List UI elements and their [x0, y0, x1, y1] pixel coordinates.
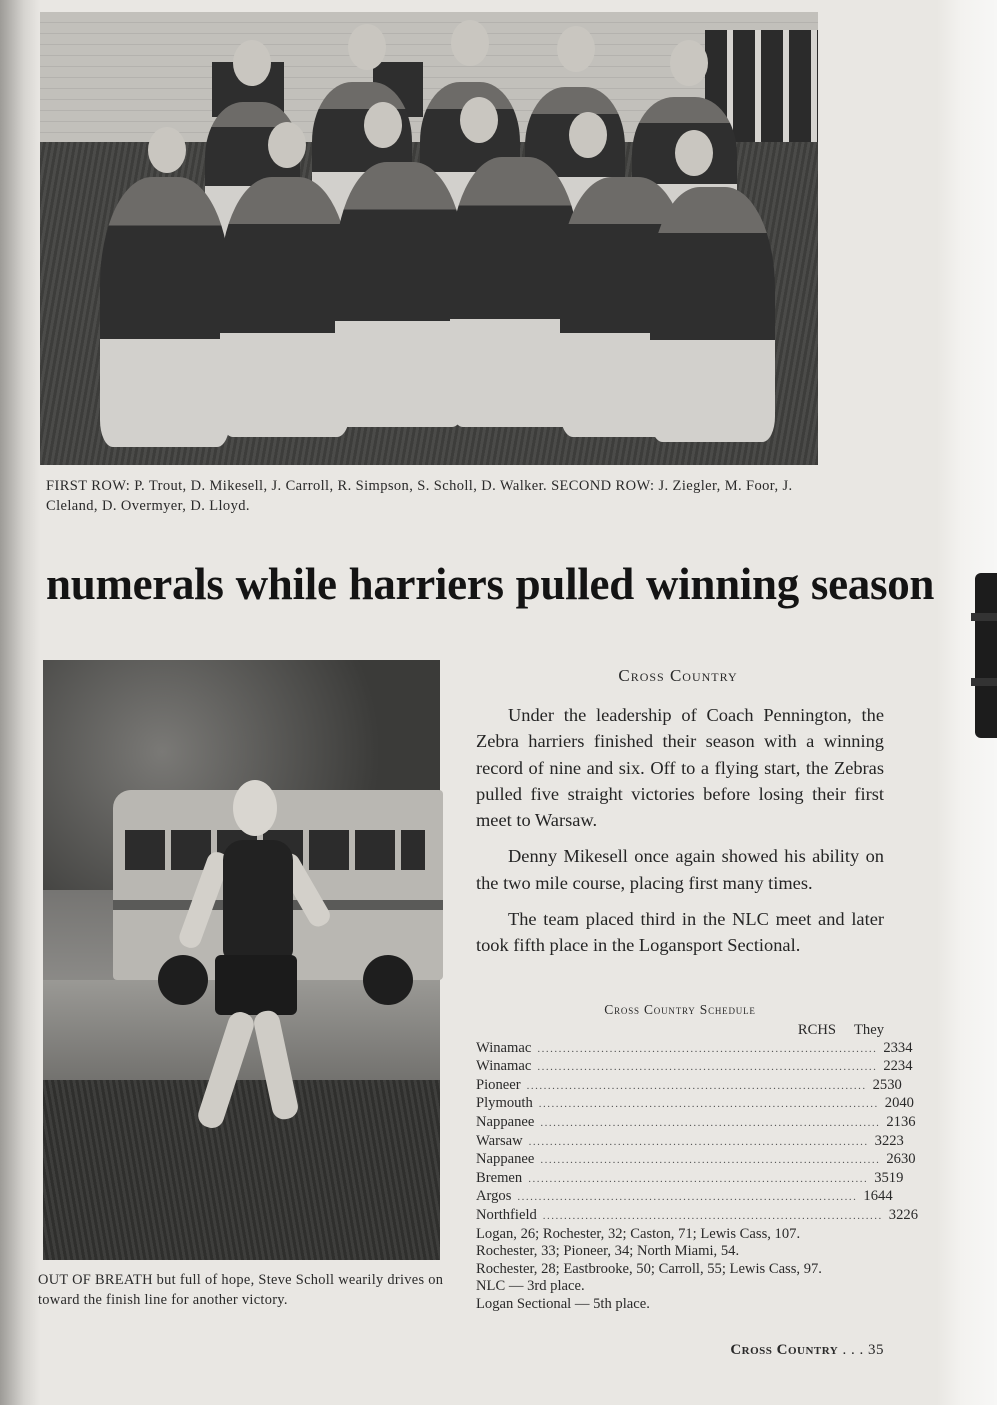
headline-word: numerals — [46, 559, 224, 609]
opponent-score: 36 — [900, 1113, 916, 1130]
dot-leader: ................................................................................ — [542, 1209, 883, 1222]
runner-photo-caption — [38, 1270, 444, 1310]
runner-shorts — [215, 955, 297, 1015]
schedule-row — [476, 1132, 904, 1152]
team-member-head — [233, 40, 271, 86]
caption-text: but full of hope, Steve Scholl wearily drives on toward the finish line for another victory. — [38, 1272, 444, 1308]
team-member-head — [675, 130, 713, 176]
dot-leader: ................................................................................ — [540, 1116, 881, 1129]
team-member-head — [268, 122, 306, 168]
opponent-name: Winamac — [476, 1039, 532, 1056]
headline-word: season — [810, 559, 935, 609]
footer-separator: . . . — [838, 1342, 868, 1358]
rchs-score: 20 — [884, 1095, 900, 1112]
team-photo-caption: FIRST ROW: P. Trout, D. Mikesell, J. Carroll, R. Simpson, S. Scholl, D. Walker. SECOND ROW: J. Ziegler, M. Foor, J. Cleland, D. Overmyer, D. Lloyd. — [46, 478, 793, 514]
schedule-title: Cross Country Schedule — [604, 1002, 756, 1017]
schedule-row — [476, 1151, 916, 1170]
schedule-row — [476, 1113, 916, 1133]
rchs-score: 16 — [863, 1188, 879, 1205]
opponent-score: 19 — [888, 1169, 904, 1186]
opponent-name: Pioneer — [476, 1076, 521, 1093]
article-body — [476, 702, 884, 969]
schedule-rows — [476, 1039, 918, 1226]
opponent-score: 34 — [897, 1039, 913, 1056]
caption-lead: OUT OF BREATH — [38, 1272, 153, 1288]
runner-leg — [252, 1008, 300, 1121]
team-member-head — [364, 102, 402, 148]
rchs-score: 25 — [872, 1076, 888, 1093]
binder-clip — [975, 573, 997, 738]
binding-shadow — [0, 0, 40, 1405]
footer-section: Cross Country — [730, 1342, 839, 1358]
meet-results — [476, 1226, 884, 1314]
team-member — [220, 177, 350, 437]
team-member-head — [148, 127, 186, 173]
rchs-score: 21 — [886, 1113, 901, 1130]
schedule-row — [476, 1076, 902, 1096]
rchs-score: 35 — [874, 1169, 889, 1186]
team-member — [335, 162, 465, 427]
team-member-head — [348, 24, 386, 70]
headline-word: pulled — [515, 559, 634, 609]
meet-result: Rochester, 28; Eastbrooke, 50; Carroll, 55; Lewis Cass, 97. — [476, 1260, 822, 1277]
meet-result: Logan Sectional — 5th place. — [476, 1295, 650, 1312]
bus-wheel — [363, 955, 413, 1005]
team-photo — [40, 12, 818, 465]
team-member — [650, 187, 775, 442]
column-they: They — [854, 1022, 884, 1038]
dot-leader: ................................................................................ — [528, 1135, 869, 1148]
runner-photo — [43, 660, 440, 1260]
team-member-head — [460, 97, 498, 143]
headline-word: winning — [645, 559, 799, 609]
dot-leader: ................................................................................ — [540, 1154, 881, 1167]
dot-leader: ................................................................................ — [517, 1191, 858, 1204]
team-member-head — [557, 26, 595, 72]
rchs-score: 26 — [886, 1151, 901, 1168]
dot-leader: ................................................................................ — [528, 1172, 869, 1185]
schedule-row — [476, 1206, 918, 1226]
schedule-row — [476, 1188, 893, 1207]
team-member-head — [451, 20, 489, 66]
opponent-score: 30 — [900, 1151, 916, 1168]
team-member — [100, 177, 230, 447]
runner-singlet — [223, 840, 293, 960]
team-member-head — [569, 112, 607, 158]
opponent-name: Nappanee — [476, 1151, 535, 1168]
opponent-score: 34 — [897, 1058, 913, 1075]
article-paragraph: Under the leadership of Coach Pennington, the Zebra harriers finished their season with a winning record of nine and six. Off to a flying start, the Zebras pulled five straight victories before losing their first meet to Warsaw. — [476, 705, 884, 831]
runner-figure — [193, 780, 313, 1110]
meet-result: NLC — 3rd place. — [476, 1278, 585, 1295]
rchs-score: 23 — [883, 1039, 898, 1056]
section-title: Cross Country — [618, 666, 738, 685]
schedule-row — [476, 1169, 904, 1189]
opponent-name: Bremen — [476, 1169, 523, 1186]
opponent-score: 30 — [887, 1076, 902, 1093]
team-member-head — [670, 40, 708, 86]
dot-leader: ................................................................................ — [537, 1061, 878, 1074]
meet-result: Logan, 26; Rochester, 32; Caston, 71; Lewis Cass, 107. — [476, 1225, 801, 1242]
page-footer — [700, 1342, 884, 1359]
page-number: 35 — [868, 1342, 884, 1358]
rchs-score: 32 — [874, 1132, 890, 1149]
schedule-row — [476, 1058, 913, 1077]
runner-head — [233, 780, 277, 836]
opponent-name: Warsaw — [476, 1132, 523, 1149]
schedule-table — [476, 1022, 918, 1314]
opponent-name: Argos — [476, 1188, 512, 1205]
opponent-score: 44 — [878, 1188, 893, 1205]
dot-leader: ................................................................................ — [537, 1042, 878, 1055]
page-headline — [46, 558, 935, 610]
schedule-header — [476, 1022, 884, 1040]
opponent-score: 26 — [903, 1206, 918, 1223]
rchs-score: 22 — [883, 1058, 898, 1075]
opponent-name: Winamac — [476, 1058, 532, 1075]
opponent-name: Northfield — [476, 1206, 537, 1223]
column-rchs: RCHS — [797, 1022, 836, 1038]
headline-word: harriers — [348, 559, 504, 609]
rchs-score: 32 — [888, 1206, 904, 1223]
article-paragraph: Denny Mikesell once again showed his ability on the two mile course, placing first many times. — [476, 846, 884, 893]
opponent-name: Nappanee — [476, 1113, 535, 1130]
article-paragraph: The team placed third in the NLC meet and later took fifth place in the Logansport Sectional. — [476, 909, 884, 956]
schedule-row — [476, 1039, 913, 1059]
opponent-score: 40 — [899, 1095, 914, 1112]
meet-result: Rochester, 33; Pioneer, 34; North Miami, 54. — [476, 1243, 740, 1260]
dot-leader: ................................................................................ — [538, 1098, 879, 1111]
opponent-score: 23 — [889, 1132, 904, 1149]
dot-leader: ................................................................................ — [526, 1079, 867, 1092]
opponent-name: Plymouth — [476, 1095, 533, 1112]
headline-word: while — [235, 559, 337, 609]
schedule-row — [476, 1095, 914, 1114]
